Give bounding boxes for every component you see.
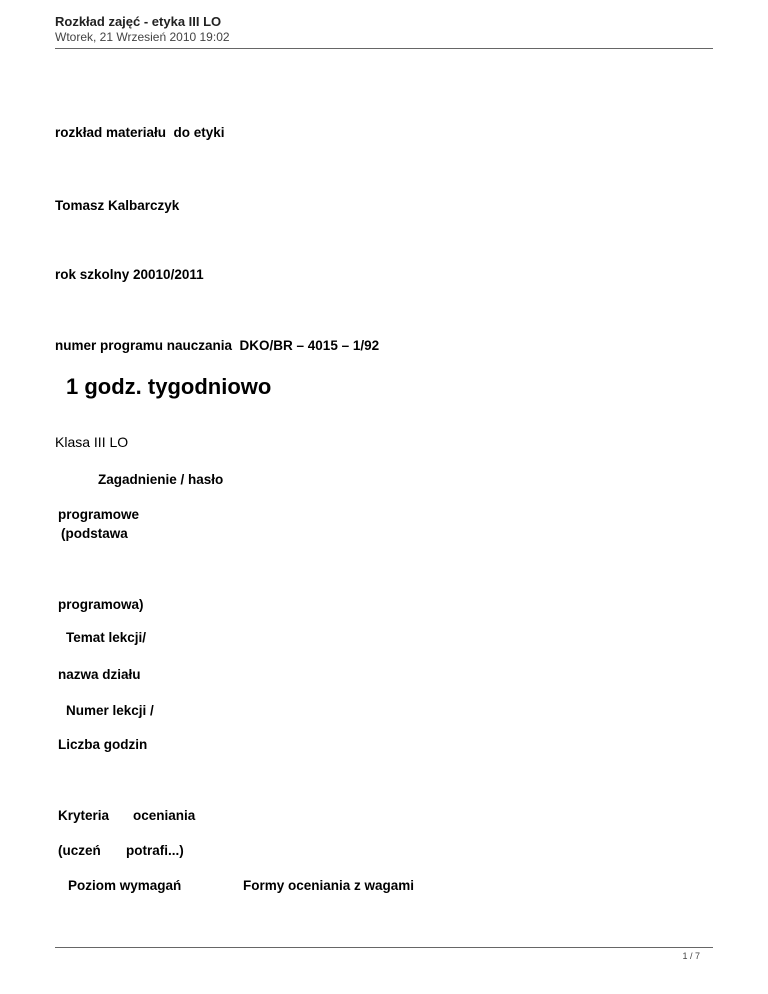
header-criteria-line2-a: (uczeń [58, 843, 101, 858]
header-criteria-line1-a: Kryteria [58, 808, 110, 823]
footer-divider [55, 947, 713, 948]
header-topic-line2: programowe [58, 507, 140, 522]
header-lesson-line2: nazwa działu [58, 667, 141, 682]
program-number-line: numer programu nauczania DKO/BR – 4015 – 1/92 [55, 338, 380, 353]
class-line: Klasa III LO [55, 434, 129, 450]
header-criteria-line2-b: potrafi...) [126, 843, 184, 858]
author-line: Tomasz Kalbarczyk [55, 198, 180, 213]
header-lesson-line1: Temat lekcji/ [66, 630, 147, 645]
header-number-line1: Numer lekcji / [66, 703, 154, 718]
hours-heading: 1 godz. tygodniowo [66, 374, 272, 399]
header-topic-line4: programowa) [58, 597, 144, 612]
document-title: Rozkład zajęć - etyka III LO [55, 14, 222, 29]
subject-line: rozkład materiału do etyki [55, 125, 225, 140]
header-number-line2: Liczba godzin [58, 737, 148, 752]
header-requirements-level: Poziom wymagań [68, 878, 182, 893]
page-header [55, 14, 713, 44]
header-topic-line3: (podstawa [61, 526, 128, 541]
header-divider [55, 48, 713, 49]
header-assessment-forms: Formy oceniania z wagami [243, 878, 415, 893]
school-year-line: rok szkolny 20010/2011 [55, 267, 204, 282]
header-topic-line1: Zagadnienie / hasło [98, 472, 224, 487]
header-criteria-line1-b: oceniania [133, 808, 196, 823]
document-date: Wtorek, 21 Wrzesień 2010 19:02 [55, 30, 230, 44]
page-number: 1 / 7 [682, 951, 700, 961]
